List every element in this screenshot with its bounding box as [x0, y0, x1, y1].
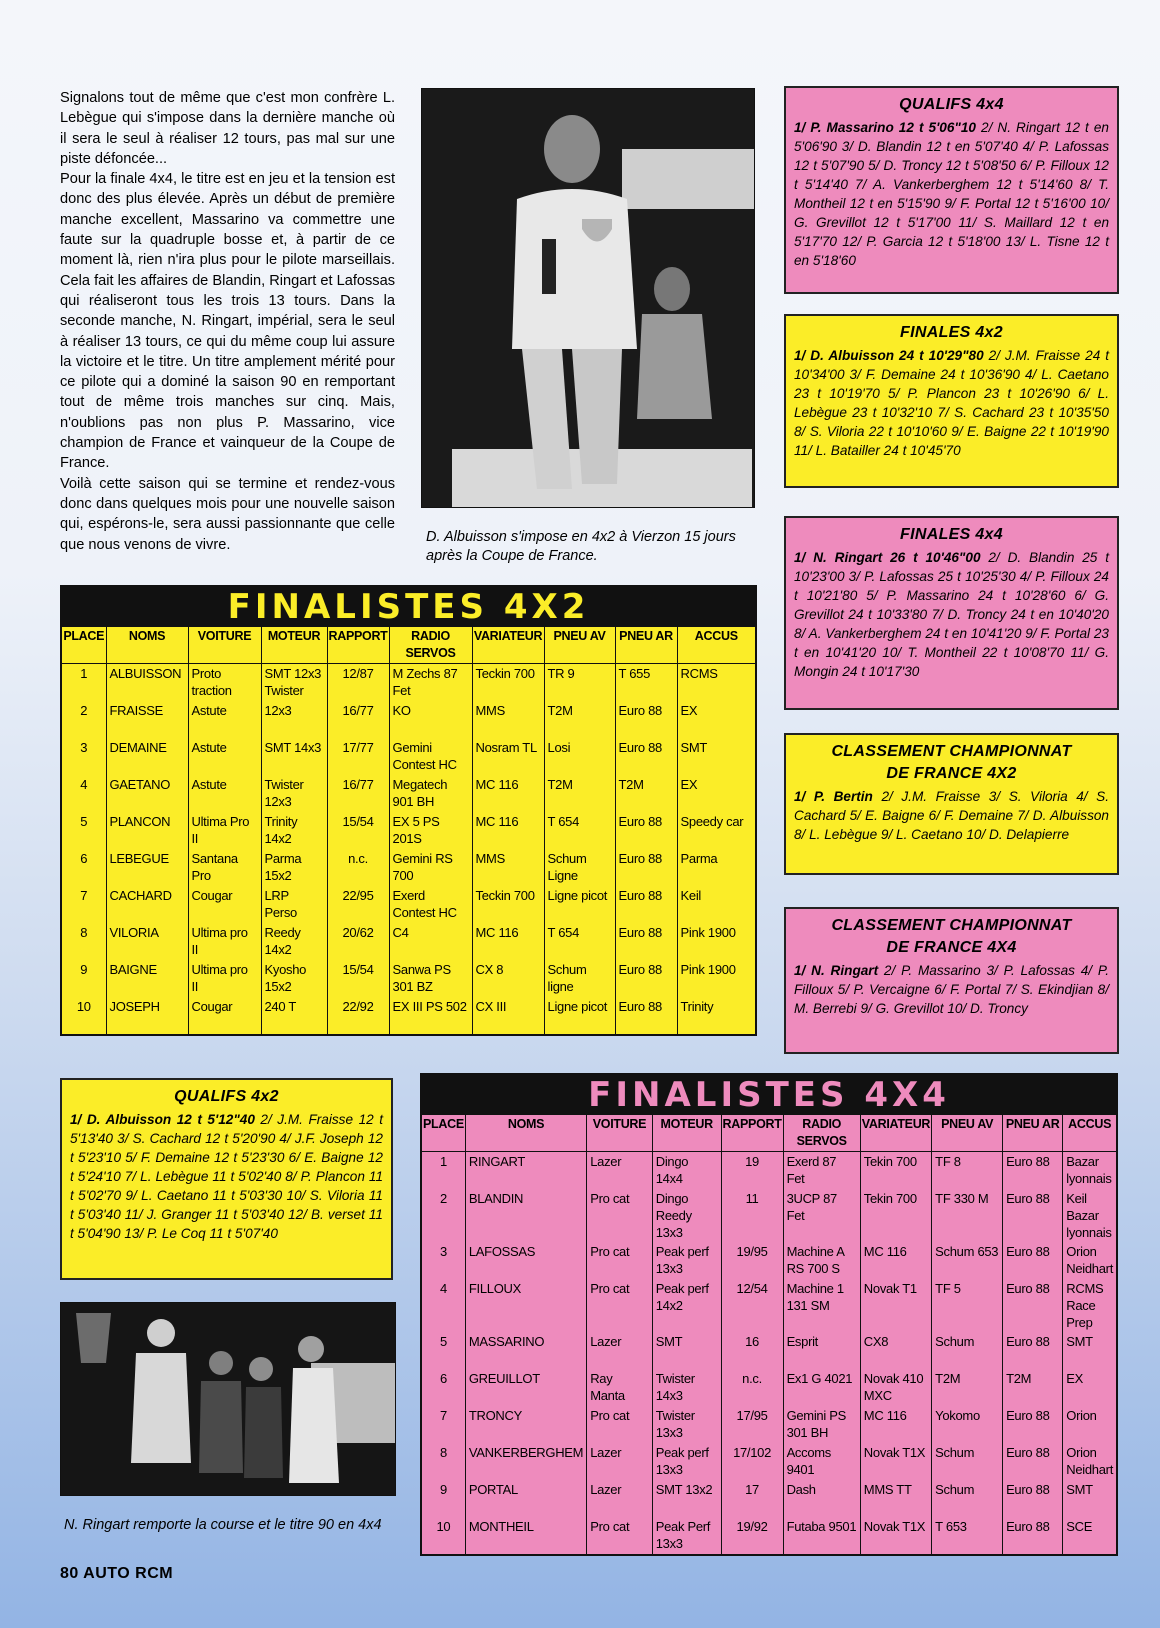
column-header: PNEU AR: [1003, 1115, 1063, 1152]
table-cell: MMS: [472, 849, 544, 886]
table-cell: Bazar lyonnais: [1066, 1154, 1112, 1186]
table-cell: Sanwa PS 301 BZ: [389, 960, 472, 997]
column-header: RADIO SERVOS: [389, 627, 472, 664]
table-cell: Euro 88: [1003, 1406, 1063, 1443]
table-cell: EX: [680, 777, 698, 792]
table-cell: Euro 88: [615, 701, 677, 738]
results-table-4x2: [62, 627, 755, 1034]
column-header: RAPPORT: [327, 627, 389, 664]
table-row: [62, 960, 755, 997]
table-cell: 17/95: [721, 1406, 783, 1443]
table-cell: T 654: [544, 923, 615, 960]
table-cell: CX III: [472, 997, 544, 1034]
table-cell: Exerd 87 Fet: [783, 1152, 860, 1190]
box-lead: 1/ D. Albuisson 12 t 5'12"40: [70, 1112, 255, 1127]
table-cell: 11: [721, 1189, 783, 1242]
table-cell: LRP Perso: [261, 886, 327, 923]
table-cell: Teckin 700: [472, 664, 544, 702]
table-cell: TF 5: [932, 1279, 1003, 1332]
table-cell: Parma: [680, 851, 718, 866]
table-cell: Nosram TL: [472, 738, 544, 775]
column-header: VOITURE: [587, 1115, 653, 1152]
box-qualifs-4x4: [784, 86, 1119, 294]
photo-caption-bottom: N. Ringart remporte la course et le titre 90 en 4x4: [64, 1517, 382, 1533]
table-cell: Ray Manta: [587, 1369, 653, 1406]
box-title: FINALES 4x4: [900, 526, 1003, 543]
article-paragraph: Signalons tout de même que c'est mon confrère L. Lebègue qui s'impose dans la dernière manche où il sera le seul à réaliser 12 tours, pas mal sur une piste défoncée...: [60, 90, 395, 167]
table-cell: Cougar: [188, 886, 261, 923]
table-cell: SMT 13x2: [652, 1480, 721, 1517]
table-row: [422, 1279, 1116, 1332]
table-cell: T 653: [932, 1517, 1003, 1554]
article-text: [60, 88, 395, 555]
column-header: MOTEUR: [261, 627, 327, 664]
table-cell: 10: [422, 1517, 465, 1554]
table-cell: T2M: [544, 701, 615, 738]
table-cell: Trinity: [680, 999, 714, 1014]
table-header-row: [422, 1115, 1116, 1152]
table-cell: Astute: [188, 738, 261, 775]
table-cell: 19/95: [721, 1242, 783, 1279]
table-cell: Pro cat: [587, 1242, 653, 1279]
box-title-line: DE FRANCE 4X4: [886, 939, 1017, 956]
table-cell: ALBUISSON: [106, 664, 188, 702]
table-cell: CX8: [860, 1332, 931, 1369]
table-cell: Peak perf 14x2: [652, 1279, 721, 1332]
table-cell: Euro 88: [1003, 1189, 1063, 1242]
table-cell: 22/95: [327, 886, 389, 923]
table-cell: 3UCP 87 Fet: [783, 1189, 860, 1242]
table-cell: Schum ligne: [544, 960, 615, 997]
table-cell: Yokomo: [932, 1406, 1003, 1443]
table-cell: EX III PS 502: [389, 997, 472, 1034]
table-cell: Euro 88: [615, 997, 677, 1034]
table-cell: Pink 1900: [680, 925, 736, 940]
table-cell: 3: [422, 1242, 465, 1279]
column-header: RAPPORT: [721, 1115, 783, 1152]
table-cell: BLANDIN: [465, 1189, 586, 1242]
table-cell: EX: [1066, 1371, 1084, 1386]
table-cell: MC 116: [472, 775, 544, 812]
column-header: VOITURE: [188, 627, 261, 664]
table-row: [422, 1517, 1116, 1554]
table-cell: 2: [62, 701, 106, 738]
table-cell: Lazer: [587, 1443, 653, 1480]
table-cell: Pro cat: [587, 1406, 653, 1443]
table-cell: 5: [422, 1332, 465, 1369]
table-cell: Novak T1X: [860, 1517, 931, 1554]
table-cell: MONTHEIL: [465, 1517, 586, 1554]
table-cell: SMT: [680, 740, 708, 755]
table-cell: Accoms 9401: [783, 1443, 860, 1480]
table-cell: VILORIA: [106, 923, 188, 960]
box-title: [794, 915, 1109, 959]
box-qualifs-4x2: [60, 1078, 393, 1280]
table-cell: MC 116: [860, 1242, 931, 1279]
table-cell: 6: [422, 1369, 465, 1406]
box-body: [794, 118, 1109, 270]
table-cell: KO: [389, 701, 472, 738]
table-cell: SMT: [652, 1332, 721, 1369]
table-cell: 15/54: [327, 812, 389, 849]
table-cell: LEBEGUE: [106, 849, 188, 886]
table-cell: Euro 88: [615, 849, 677, 886]
table-cell: 8: [62, 923, 106, 960]
table-cell: 6: [62, 849, 106, 886]
table-row: [62, 775, 755, 812]
photo-albuisson-trophy: [421, 88, 755, 508]
table-cell: CACHARD: [106, 886, 188, 923]
column-header: PNEU AV: [932, 1115, 1003, 1152]
table-cell: 17/102: [721, 1443, 783, 1480]
table-cell: C4: [389, 923, 472, 960]
box-lead: 1/ N. Ringart: [794, 963, 879, 978]
table-cell: GREUILLOT: [465, 1369, 586, 1406]
table-row: [422, 1480, 1116, 1517]
table-cell: SMT 14x3: [261, 738, 327, 775]
table-row: [62, 701, 755, 738]
box-lead: 1/ N. Ringart 26 t 10'46"00: [794, 550, 981, 565]
magazine-name: AUTO RCM: [83, 1565, 174, 1582]
table-cell: Keil: [680, 888, 701, 903]
box-text: 2/ J.M. Fraisse 24 t 10'34'00 3/ F. Demaine 24 t 10'36'90 4/ L. Caetano 23 t 10'19'70 5/ P. Plancon 23 t 10'26'90 6/ L. Lebègue 23 t 10'32'10 7/ S. Cachard 23 t 10'35'50 8/ S. Viloria 22 t 10'10'60 9/ E. Baigne 22 t 10'19'90 11/ L. Batailler 24 t 10'45'70: [794, 348, 1109, 458]
table-cell: Lazer: [587, 1332, 653, 1369]
table-cell: Ligne picot: [544, 886, 615, 923]
table-cell: Peak Perf 13x3: [652, 1517, 721, 1554]
table-cell: GAETANO: [106, 775, 188, 812]
table-cell: PORTAL: [465, 1480, 586, 1517]
table-cell: T 654: [544, 812, 615, 849]
table-cell: SMT 12x3 Twister: [261, 664, 327, 702]
table-cell: Astute: [188, 701, 261, 738]
table-cell: Euro 88: [1003, 1279, 1063, 1332]
box-classement-4x4: [784, 907, 1119, 1054]
table-cell: BAIGNE: [106, 960, 188, 997]
table-cell: MC 116: [472, 812, 544, 849]
box-title: QUALIFS 4x2: [174, 1088, 279, 1105]
photo-ringart-podium: [60, 1302, 396, 1496]
table-cell: Exerd Contest HC: [389, 886, 472, 923]
table-cell: 12x3: [261, 701, 327, 738]
box-body: [70, 1110, 383, 1243]
table-cell: Megatech 901 BH: [389, 775, 472, 812]
box-body: [794, 346, 1109, 460]
column-header: NOMS: [106, 627, 188, 664]
table-cell: Novak T1X: [860, 1443, 931, 1480]
table-row: [62, 849, 755, 886]
table-cell: Schum 653: [932, 1242, 1003, 1279]
table-cell: 9: [62, 960, 106, 997]
column-header: PLACE: [62, 627, 106, 664]
table-cell: Pro cat: [587, 1189, 653, 1242]
table-cell: Peak perf 13x3: [652, 1242, 721, 1279]
table-cell: 4: [62, 775, 106, 812]
table-cell: Orion: [1066, 1408, 1097, 1423]
table-cell: Reedy 14x2: [261, 923, 327, 960]
table-cell: 12/54: [721, 1279, 783, 1332]
table-cell: 16/77: [327, 701, 389, 738]
table-cell: Dingo Reedy 13x3: [652, 1189, 721, 1242]
table-cell: 15/54: [327, 960, 389, 997]
table-cell: M Zechs 87 Fet: [389, 664, 472, 702]
table-cell: Euro 88: [615, 738, 677, 775]
table-row: [62, 812, 755, 849]
column-header: RADIO SERVOS: [783, 1115, 860, 1152]
table-cell: Euro 88: [615, 886, 677, 923]
table-cell: 19: [721, 1152, 783, 1190]
table-cell: Kyosho 15x2: [261, 960, 327, 997]
article-paragraph: Voilà cette saison qui se termine et rendez-vous donc dans quelques mois pour une nouvelle saison qui, espérons-le, sera aussi passionnante que celle que nous venons de vivre.: [60, 475, 395, 553]
table-row: [422, 1332, 1116, 1369]
table-cell: 19/92: [721, 1517, 783, 1554]
table-row: [422, 1406, 1116, 1443]
table-cell: 7: [422, 1406, 465, 1443]
table-cell: T2M: [1003, 1369, 1063, 1406]
box-text: 2/ N. Ringart 12 t en 5'06'90 3/ D. Blandin 12 t en 5'07'40 4/ P. Lafossas 12 t 5'07'90 5/ D. Troncy 12 t 5'08'50 6/ P. Filloux 12 t 5'14'40 7/ A. Vankerberghem 12 t 5'14'60 8/ T. Montheil 12 t en 5'15'90 9/ F. Portal 12 t 5'16'00 10/ G. Grevillot 12 t 5'17'00 11/ S. Maillard 12 t en 5'17'70 12/ P. Garcia 12 t 5'18'00 13/ L. Tisne 12 t en 5'18'60: [794, 120, 1109, 268]
table-cell: TF 8: [932, 1152, 1003, 1190]
table-cell: FRAISSE: [106, 701, 188, 738]
table-row: [422, 1443, 1116, 1480]
box-text: 2/ P. Massarino 3/ P. Lafossas 4/ P. Filloux 5/ P. Vercaigne 6/ F. Portal 7/ S. Ekindjian 8/ M. Berrebi 9/ G. Grevillot 10/ D. Troncy: [794, 963, 1109, 1016]
table-cell: Losi: [544, 738, 615, 775]
box-finales-4x4: [784, 516, 1119, 710]
table-cell: TRONCY: [465, 1406, 586, 1443]
table-cell: 16/77: [327, 775, 389, 812]
column-header: VARIATEUR: [472, 627, 544, 664]
photo-illustration: [422, 89, 754, 507]
table-cell: T 655: [615, 664, 677, 702]
table-cell: MMS: [472, 701, 544, 738]
table-cell: 17/77: [327, 738, 389, 775]
table-cell: Euro 88: [1003, 1332, 1063, 1369]
finalistes-4x4-table: [420, 1073, 1118, 1556]
column-header: ACCUS: [1063, 1115, 1116, 1152]
table-cell: Ex1 G 4021: [783, 1369, 860, 1406]
box-title: [794, 741, 1109, 785]
box-text: 2/ J.M. Fraisse 12 t 5'13'40 3/ S. Cachard 12 t 5'20'90 4/ J.F. Joseph 12 t 5'23'10 5/ F. Demaine 12 t 5'23'30 6/ E. Baigne 12 t 5'24'10 7/ L. Lebègue 11 t 5'02'40 8/ P. Plancon 11 t 5'02'70 9/ L. Caetano 11 t 5'03'30 10/ S. Viloria 11 t 5'03'40 11/ J. Granger 11 t 5'03'40 12/ B. verset 11 t 5'04'90 13/ P. Le Coq 11 t 5'07'40: [70, 1112, 383, 1241]
box-lead: 1/ D. Albuisson 24 t 10'29"80: [794, 348, 984, 363]
box-text: 2/ J.M. Fraisse 3/ S. Viloria 4/ S. Cachard 5/ E. Baigne 6/ F. Demaine 7/ D. Albuisson 8/ L. Lebègue 9/ L. Caetano 10/ D. Delapierre: [794, 789, 1109, 842]
table-cell: n.c.: [327, 849, 389, 886]
finalistes-4x4-banner: FINALISTES 4X4: [422, 1075, 1116, 1115]
table-cell: 10: [62, 997, 106, 1034]
table-cell: Orion Neidhart: [1066, 1445, 1114, 1477]
table-header-row: [62, 627, 755, 664]
table-cell: Peak perf 13x3: [652, 1443, 721, 1480]
finalistes-4x2-banner: FINALISTES 4X2: [62, 587, 755, 627]
table-cell: EX 5 PS 201S: [389, 812, 472, 849]
table-cell: 1: [422, 1152, 465, 1190]
table-cell: Euro 88: [615, 812, 677, 849]
box-title: FINALES 4x2: [900, 324, 1003, 341]
table-cell: 17: [721, 1480, 783, 1517]
table-cell: Pro cat: [587, 1517, 653, 1554]
table-row: [422, 1369, 1116, 1406]
column-header: VARIATEUR: [860, 1115, 931, 1152]
box-body: [794, 787, 1109, 844]
table-row: [62, 738, 755, 775]
table-cell: MC 116: [472, 923, 544, 960]
column-header: PNEU AR: [615, 627, 677, 664]
table-cell: RCMS Race Prep: [1066, 1281, 1104, 1330]
table-cell: Ligne picot: [544, 997, 615, 1034]
table-cell: Gemini RS 700: [389, 849, 472, 886]
table-cell: 3: [62, 738, 106, 775]
results-table-4x4: [422, 1115, 1116, 1554]
table-cell: Schum: [932, 1332, 1003, 1369]
table-cell: Parma 15x2: [261, 849, 327, 886]
box-title-line: CLASSEMENT CHAMPIONNAT: [831, 743, 1072, 760]
table-cell: Keil Bazar lyonnais: [1066, 1191, 1112, 1240]
table-cell: RINGART: [465, 1152, 586, 1190]
table-cell: Ultima pro II: [188, 960, 261, 997]
table-cell: Ultima Pro II: [188, 812, 261, 849]
table-cell: Euro 88: [1003, 1242, 1063, 1279]
table-cell: 22/92: [327, 997, 389, 1034]
table-cell: Pink 1900: [680, 962, 736, 977]
table-cell: Schum: [932, 1480, 1003, 1517]
table-cell: TR 9: [544, 664, 615, 702]
table-cell: n.c.: [721, 1369, 783, 1406]
table-row: [422, 1152, 1116, 1190]
table-cell: Speedy car: [680, 814, 744, 829]
table-cell: Santana Pro: [188, 849, 261, 886]
table-cell: Gemini Contest HC: [389, 738, 472, 775]
table-cell: VANKERBERGHEM: [465, 1443, 586, 1480]
table-cell: Twister 14x3: [652, 1369, 721, 1406]
column-header: ACCUS: [677, 627, 755, 664]
table-cell: DEMAINE: [106, 738, 188, 775]
box-text: 2/ D. Blandin 25 t 10'23'00 3/ P. Lafossas 25 t 10'25'30 4/ P. Filloux 24 t 10'21'80 5/ P. Massarino 24 t 10'28'60 6/ G. Grevillot 24 t 10'33'80 7/ D. Troncy 24 t en 10'40'20 8/ A. Vankerberghem 24 t en 10'41'20 9/ F. Portal 23 t en 10'41'20 10/ T. Montheil 22 t 10'08'70 11/ G. Mongin 24 t 10'17'30: [794, 550, 1109, 679]
table-cell: Lazer: [587, 1152, 653, 1190]
table-cell: 16: [721, 1332, 783, 1369]
table-cell: Novak T1: [860, 1279, 931, 1332]
table-cell: 7: [62, 886, 106, 923]
table-row: [62, 886, 755, 923]
table-cell: Schum: [932, 1443, 1003, 1480]
table-cell: TF 330 M: [932, 1189, 1003, 1242]
table-cell: Gemini PS 301 BH: [783, 1406, 860, 1443]
table-cell: Twister 13x3: [652, 1406, 721, 1443]
box-lead: 1/ P. Bertin: [794, 789, 873, 804]
box-finales-4x2: [784, 314, 1119, 488]
table-cell: Cougar: [188, 997, 261, 1034]
table-cell: SMT: [1066, 1482, 1093, 1497]
finalistes-4x2-table: [60, 585, 757, 1036]
table-cell: Novak 410 MXC: [860, 1369, 931, 1406]
table-row: [62, 664, 755, 702]
table-row: [62, 997, 755, 1034]
table-cell: Euro 88: [615, 923, 677, 960]
page-number: 80: [60, 1565, 79, 1582]
table-cell: Machine A RS 700 S: [783, 1242, 860, 1279]
table-cell: Dash: [783, 1480, 860, 1517]
table-cell: MASSARINO: [465, 1332, 586, 1369]
table-cell: Euro 88: [1003, 1443, 1063, 1480]
table-cell: Trinity 14x2: [261, 812, 327, 849]
table-row: [422, 1242, 1116, 1279]
table-cell: PLANCON: [106, 812, 188, 849]
table-cell: 1: [62, 664, 106, 702]
table-cell: 12/87: [327, 664, 389, 702]
table-cell: 240 T: [261, 997, 327, 1034]
table-cell: Euro 88: [1003, 1152, 1063, 1190]
table-row: [422, 1189, 1116, 1242]
table-cell: Twister 12x3: [261, 775, 327, 812]
table-cell: Proto traction: [188, 664, 261, 702]
box-body: [794, 548, 1109, 681]
table-cell: 2: [422, 1189, 465, 1242]
table-cell: T2M: [932, 1369, 1003, 1406]
table-cell: Machine 1 131 SM: [783, 1279, 860, 1332]
table-cell: Astute: [188, 775, 261, 812]
column-header: NOMS: [465, 1115, 586, 1152]
table-cell: 9: [422, 1480, 465, 1517]
table-cell: Tekin 700: [860, 1189, 931, 1242]
table-cell: Ultima pro II: [188, 923, 261, 960]
column-header: PNEU AV: [544, 627, 615, 664]
table-cell: LAFOSSAS: [465, 1242, 586, 1279]
table-cell: 20/62: [327, 923, 389, 960]
box-title-line: CLASSEMENT CHAMPIONNAT: [831, 917, 1072, 934]
box-title-line: DE FRANCE 4X2: [886, 765, 1017, 782]
table-cell: Futaba 9501: [783, 1517, 860, 1554]
table-cell: SCE: [1066, 1519, 1093, 1534]
column-header: MOTEUR: [652, 1115, 721, 1152]
table-cell: Lazer: [587, 1480, 653, 1517]
column-header: PLACE: [422, 1115, 465, 1152]
table-cell: CX 8: [472, 960, 544, 997]
table-cell: EX: [680, 703, 698, 718]
table-cell: Esprit: [783, 1332, 860, 1369]
table-cell: Teckin 700: [472, 886, 544, 923]
table-cell: 5: [62, 812, 106, 849]
box-lead: 1/ P. Massarino 12 t 5'06"10: [794, 120, 976, 135]
table-row: [62, 923, 755, 960]
table-cell: Tekin 700: [860, 1152, 931, 1190]
table-cell: RCMS: [680, 666, 718, 681]
table-cell: Euro 88: [1003, 1480, 1063, 1517]
table-cell: Euro 88: [615, 960, 677, 997]
table-cell: 8: [422, 1443, 465, 1480]
table-cell: Orion Neidhart: [1066, 1244, 1114, 1276]
photo-illustration: [61, 1303, 395, 1495]
photo-caption-top: D. Albuisson s'impose en 4x2 à Vierzon 15 jours après la Coupe de France.: [426, 529, 736, 564]
table-cell: Schum Ligne: [544, 849, 615, 886]
table-cell: MC 116: [860, 1406, 931, 1443]
table-cell: T2M: [615, 775, 677, 812]
table-cell: Dingo 14x4: [652, 1152, 721, 1190]
table-cell: JOSEPH: [106, 997, 188, 1034]
page-footer: [60, 1565, 173, 1583]
box-body: [794, 961, 1109, 1018]
table-cell: T2M: [544, 775, 615, 812]
box-title: QUALIFS 4x4: [899, 96, 1004, 113]
table-cell: Pro cat: [587, 1279, 653, 1332]
table-cell: 4: [422, 1279, 465, 1332]
table-cell: Euro 88: [1003, 1517, 1063, 1554]
table-cell: MMS TT: [860, 1480, 931, 1517]
box-classement-4x2: [784, 733, 1119, 875]
table-cell: SMT: [1066, 1334, 1093, 1349]
table-cell: FILLOUX: [465, 1279, 586, 1332]
article-paragraph: Pour la finale 4x4, le titre est en jeu et la tension est donc des plus élevée. Après un début de première manche excellent, Massarino va commettre une faute sur la quadruple bosse et, à partir de ce moment là, rien n'ira plus pour le pilote marseillais. Cela fait les affaires de Blandin, Ringart et Lafossas qui réaliseront tous les trois 13 tours. Dans la seconde manche, N. Ringart, impérial, sera le seul à réaliser 13 tours, ce qui du même coup lui assure la victoire et le titre. Un titre amplement mérité pour ce pilote qui a dominé la saison 90 en remportant tout de même trois manches sur cinq. Mais, n'oublions pas non plus P. Massarino, vice champion de France et vainqueur de la Coupe de France.: [60, 171, 395, 472]
